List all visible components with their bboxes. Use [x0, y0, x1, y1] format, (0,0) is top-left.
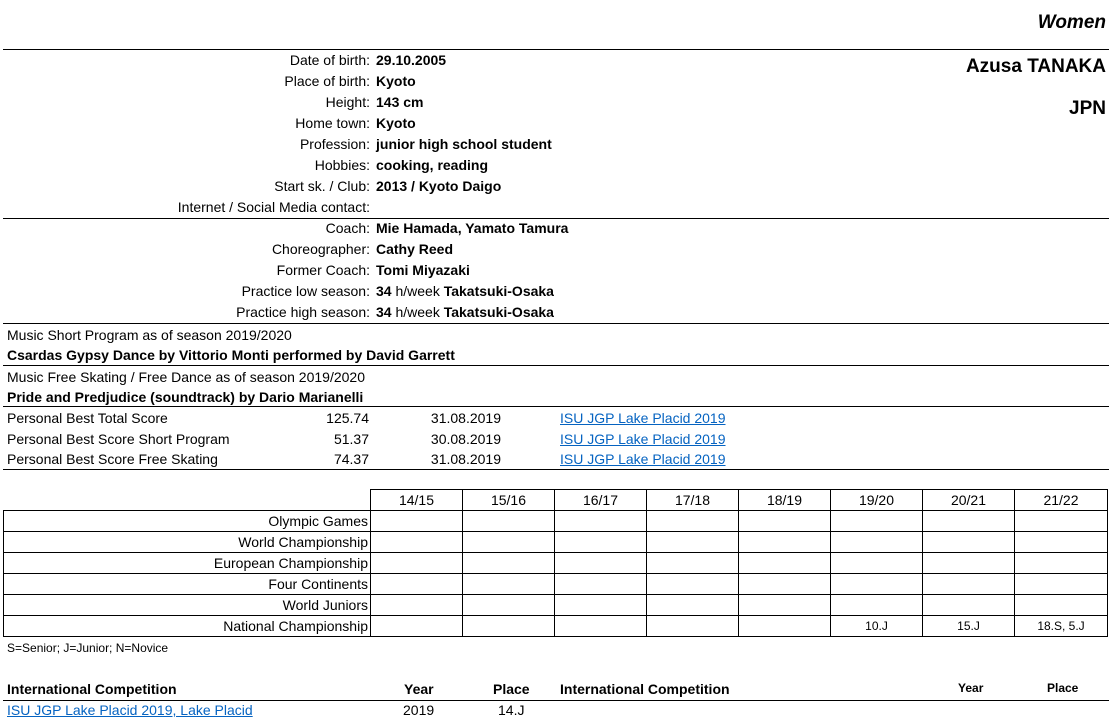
result-cell: [1015, 511, 1108, 532]
intl-header: International Competition: [7, 681, 177, 697]
result-cell: [647, 553, 739, 574]
result-cell: [463, 532, 555, 553]
pb-event-link[interactable]: ISU JGP Lake Placid 2019: [560, 410, 726, 426]
intl-place: 14.J: [498, 702, 525, 718]
season-header: 16/17: [555, 490, 647, 511]
result-cell: [831, 532, 923, 553]
divider: [3, 700, 1109, 701]
result-cell: [831, 595, 923, 616]
bio-value: 2013 / Kyoto Daigo: [376, 178, 502, 194]
bio-label: Hobbies:: [314, 157, 370, 173]
bio-label: Place of birth:: [284, 73, 370, 89]
athlete-nation: JPN: [1069, 98, 1106, 119]
result-cell: [923, 511, 1015, 532]
intl-place-header-2: Place: [1047, 681, 1079, 695]
result-cell: [371, 595, 463, 616]
intl-header-2: International Competition: [560, 681, 730, 697]
pb-event-link[interactable]: ISU JGP Lake Placid 2019: [560, 431, 726, 447]
table-row: [4, 574, 1108, 595]
divider: [3, 49, 1109, 50]
bio-value: 29.10.2005: [376, 52, 447, 68]
table-row: [4, 595, 1108, 616]
result-cell: [1015, 595, 1108, 616]
intl-year: 2019: [403, 702, 435, 718]
result-cell: [647, 595, 739, 616]
bio-value: cooking, reading: [376, 157, 489, 173]
divider: [3, 469, 1109, 470]
result-cell: 10.J: [831, 616, 923, 637]
former-coach-value: Tomi Miyazaki: [376, 262, 470, 278]
choreographer-value: Cathy Reed: [376, 241, 454, 257]
event-label: European Championship: [4, 553, 371, 574]
result-cell: [555, 532, 647, 553]
result-cell: [831, 553, 923, 574]
result-cell: [739, 574, 831, 595]
season-header: 19/20: [831, 490, 923, 511]
divider: [3, 323, 1109, 324]
table-row: [4, 553, 1108, 574]
season-header: 15/16: [463, 490, 555, 511]
result-cell: [831, 511, 923, 532]
bio-label: Height:: [325, 94, 370, 110]
pb-label: Personal Best Total Score: [7, 410, 168, 426]
result-cell: [739, 553, 831, 574]
pb-date: 31.08.2019: [430, 410, 501, 426]
table-row: [4, 616, 1108, 637]
bio-label: Date of birth:: [289, 52, 370, 68]
music-free-label: Music Free Skating / Free Dance as of season 2019/2020: [7, 369, 365, 385]
result-cell: [463, 574, 555, 595]
intl-place-header: Place: [493, 681, 530, 697]
result-cell: [647, 511, 739, 532]
table-row: [4, 532, 1108, 553]
athlete-name: Azusa TANAKA: [965, 56, 1106, 77]
bio-value: junior high school student: [376, 136, 552, 152]
result-cell: [739, 532, 831, 553]
bio-label: Profession:: [299, 136, 370, 152]
result-cell: [555, 574, 647, 595]
result-cell: [371, 616, 463, 637]
result-cell: [923, 553, 1015, 574]
results-table: [3, 489, 1108, 637]
result-cell: [371, 553, 463, 574]
pb-score: 74.37: [333, 451, 369, 467]
result-cell: [831, 574, 923, 595]
result-cell: [371, 574, 463, 595]
bio-value: Kyoto: [376, 115, 416, 131]
choreographer-label: Choreographer:: [271, 241, 370, 257]
event-label: World Championship: [4, 532, 371, 553]
practice-high-value: [376, 302, 554, 323]
bio-value: Kyoto: [376, 73, 416, 89]
event-label: Olympic Games: [4, 511, 371, 532]
result-cell: [555, 553, 647, 574]
pb-event-link[interactable]: ISU JGP Lake Placid 2019: [560, 451, 726, 467]
divider: [3, 365, 1109, 366]
bio-label: Start sk. / Club:: [274, 178, 370, 194]
result-cell: [739, 595, 831, 616]
pb-label: Personal Best Score Short Program: [7, 431, 230, 447]
category-title: Women: [1037, 12, 1106, 33]
bio-label: Home town:: [295, 115, 370, 131]
result-cell: [555, 616, 647, 637]
practice-hours: 34: [376, 283, 392, 299]
result-cell: 18.S, 5.J: [1015, 616, 1108, 637]
former-coach-label: Former Coach:: [276, 262, 370, 278]
pb-date: 30.08.2019: [430, 431, 501, 447]
corner-cell: [4, 490, 371, 511]
music-short-title: Csardas Gypsy Dance by Vittorio Monti performed by David Garrett: [7, 347, 455, 363]
season-header: 21/22: [1015, 490, 1108, 511]
result-cell: [463, 595, 555, 616]
result-cell: [1015, 553, 1108, 574]
divider: [3, 406, 1109, 407]
coach-label: Coach:: [325, 220, 370, 236]
result-cell: [371, 511, 463, 532]
event-label: Four Continents: [4, 574, 371, 595]
practice-high-label: Practice high season:: [236, 304, 370, 320]
music-free-title: Pride and Predjudice (soundtrack) by Dario Marianelli: [7, 389, 364, 405]
result-cell: [463, 511, 555, 532]
result-cell: [1015, 532, 1108, 553]
intl-competition-link[interactable]: ISU JGP Lake Placid 2019, Lake Placid: [7, 702, 253, 718]
result-cell: [923, 595, 1015, 616]
pb-label: Personal Best Score Free Skating: [7, 451, 218, 467]
season-header-row: [4, 490, 1108, 511]
result-cell: [463, 553, 555, 574]
result-cell: [1015, 574, 1108, 595]
practice-low-label: Practice low season:: [241, 283, 370, 299]
practice-hours: 34: [376, 304, 392, 320]
intl-year-header-2: Year: [958, 681, 984, 695]
practice-low-value: [376, 281, 554, 302]
music-short-label: Music Short Program as of season 2019/2020: [7, 327, 292, 343]
practice-unit: h/week: [395, 304, 440, 320]
practice-unit: h/week: [395, 283, 440, 299]
pb-date: 31.08.2019: [430, 451, 501, 467]
pb-score: 125.74: [326, 410, 369, 426]
event-label: National Championship: [4, 616, 371, 637]
practice-place: Takatsuki-Osaka: [443, 304, 554, 320]
bio-value: 143 cm: [376, 94, 424, 110]
legend-note: S=Senior; J=Junior; N=Novice: [7, 641, 169, 655]
practice-place: Takatsuki-Osaka: [443, 283, 554, 299]
result-cell: [647, 616, 739, 637]
season-header: 14/15: [371, 490, 463, 511]
result-cell: 15.J: [923, 616, 1015, 637]
result-cell: [739, 511, 831, 532]
result-cell: [647, 532, 739, 553]
table-row: [4, 511, 1108, 532]
pb-score: 51.37: [333, 431, 369, 447]
result-cell: [463, 616, 555, 637]
season-header: 17/18: [647, 490, 739, 511]
result-cell: [555, 595, 647, 616]
bio-label: Internet / Social Media contact:: [177, 199, 370, 215]
coach-value: Mie Hamada, Yamato Tamura: [376, 220, 569, 236]
event-label: World Juniors: [4, 595, 371, 616]
result-cell: [371, 532, 463, 553]
season-header: 20/21: [923, 490, 1015, 511]
result-cell: [923, 574, 1015, 595]
season-header: 18/19: [739, 490, 831, 511]
result-cell: [647, 574, 739, 595]
result-cell: [555, 511, 647, 532]
intl-year-header: Year: [404, 681, 434, 697]
result-cell: [923, 532, 1015, 553]
result-cell: [739, 616, 831, 637]
